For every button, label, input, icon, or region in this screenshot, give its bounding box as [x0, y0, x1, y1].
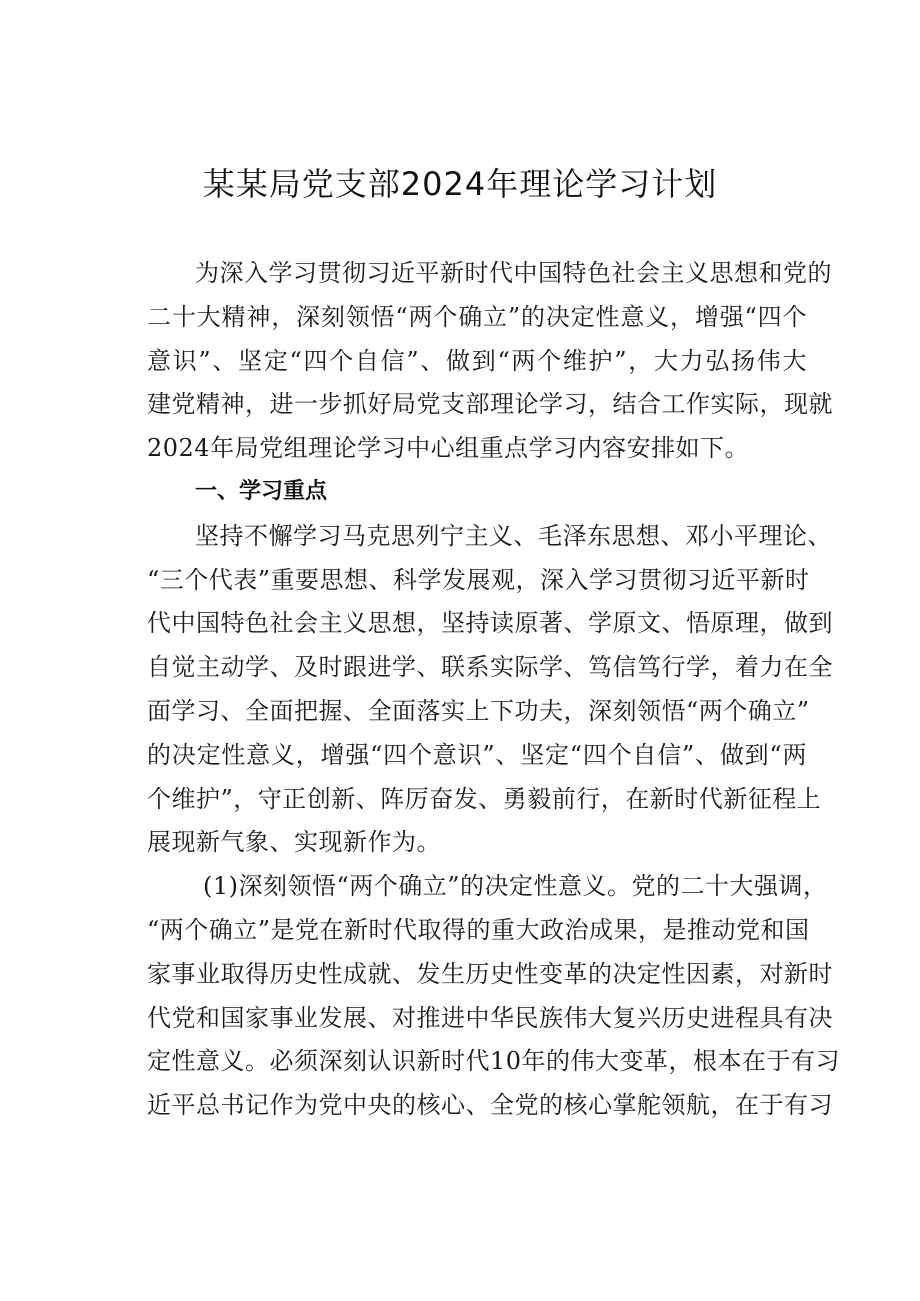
paragraph-line: 面学习、全面把握、全面落实上下功夫，深刻领悟“两个确立” — [147, 696, 810, 725]
paragraph-line: 展现新气象、实现新作为。 — [147, 828, 441, 857]
paragraph-line: 个维护”，守正创新、阵厉奋发、勇毅前行，在新时代新征程上 — [147, 784, 822, 813]
item-line: 定性意义。必须深刻认识新时代10年的伟大变革，根本在于有习 — [147, 1047, 841, 1076]
paragraph-line: 坚持不懈学习马克思列宁主义、毛泽东思想、邓小平理论、 — [195, 521, 832, 550]
paragraph-line: 的决定性意义，增强“四个意识”、坚定“四个自信”、做到“两 — [147, 740, 807, 769]
paragraph-line: “三个代表”重要思想、科学发展观，深入学习贯彻习近平新时 — [147, 565, 810, 594]
item-line: 近平总书记作为党中央的核心、全党的核心掌舵领航，在于有习 — [147, 1091, 833, 1120]
paragraph-line: 自觉主动学、及时跟进学、联系实际学、笃信笃行学，着力在全 — [147, 653, 833, 682]
intro-line: 为深入学习贯彻习近平新时代中国特色社会主义思想和党的 — [195, 259, 832, 287]
intro-line: 建党精神，进一步抓好局党支部理论学习，结合工作实际，现就 — [147, 390, 833, 419]
document-body — [147, 255, 841, 1131]
item-line: (1)深刻领悟“两个确立”的决定性意义。党的二十大强调， — [203, 872, 828, 901]
intro-line: 2024年局党组理论学习中心组重点学习内容安排如下。 — [147, 434, 750, 463]
item-line: 代党和国家事业发展、对推进中华民族伟大复兴历史进程具有决 — [147, 1003, 833, 1032]
intro-line: 意识”、坚定“四个自信”、做到“两个维护”，大力弘扬伟大 — [147, 346, 807, 375]
document-title: 某某局党支部2024年理论学习计划 — [202, 165, 718, 203]
paragraph-line: 代中国特色社会主义思想，坚持读原著、学原文、悟原理，做到 — [147, 609, 833, 638]
item-line: “两个确立”是党在新时代取得的重大政治成果，是推动党和国 — [147, 915, 810, 944]
intro-line: 二十大精神，深刻领悟“两个确立”的决定性意义，增强“四个 — [147, 302, 807, 331]
section-heading: 一、学习重点 — [195, 478, 328, 504]
item-line: 家事业取得历史性成就、发生历史性变革的决定性因素，对新时 — [147, 959, 833, 988]
